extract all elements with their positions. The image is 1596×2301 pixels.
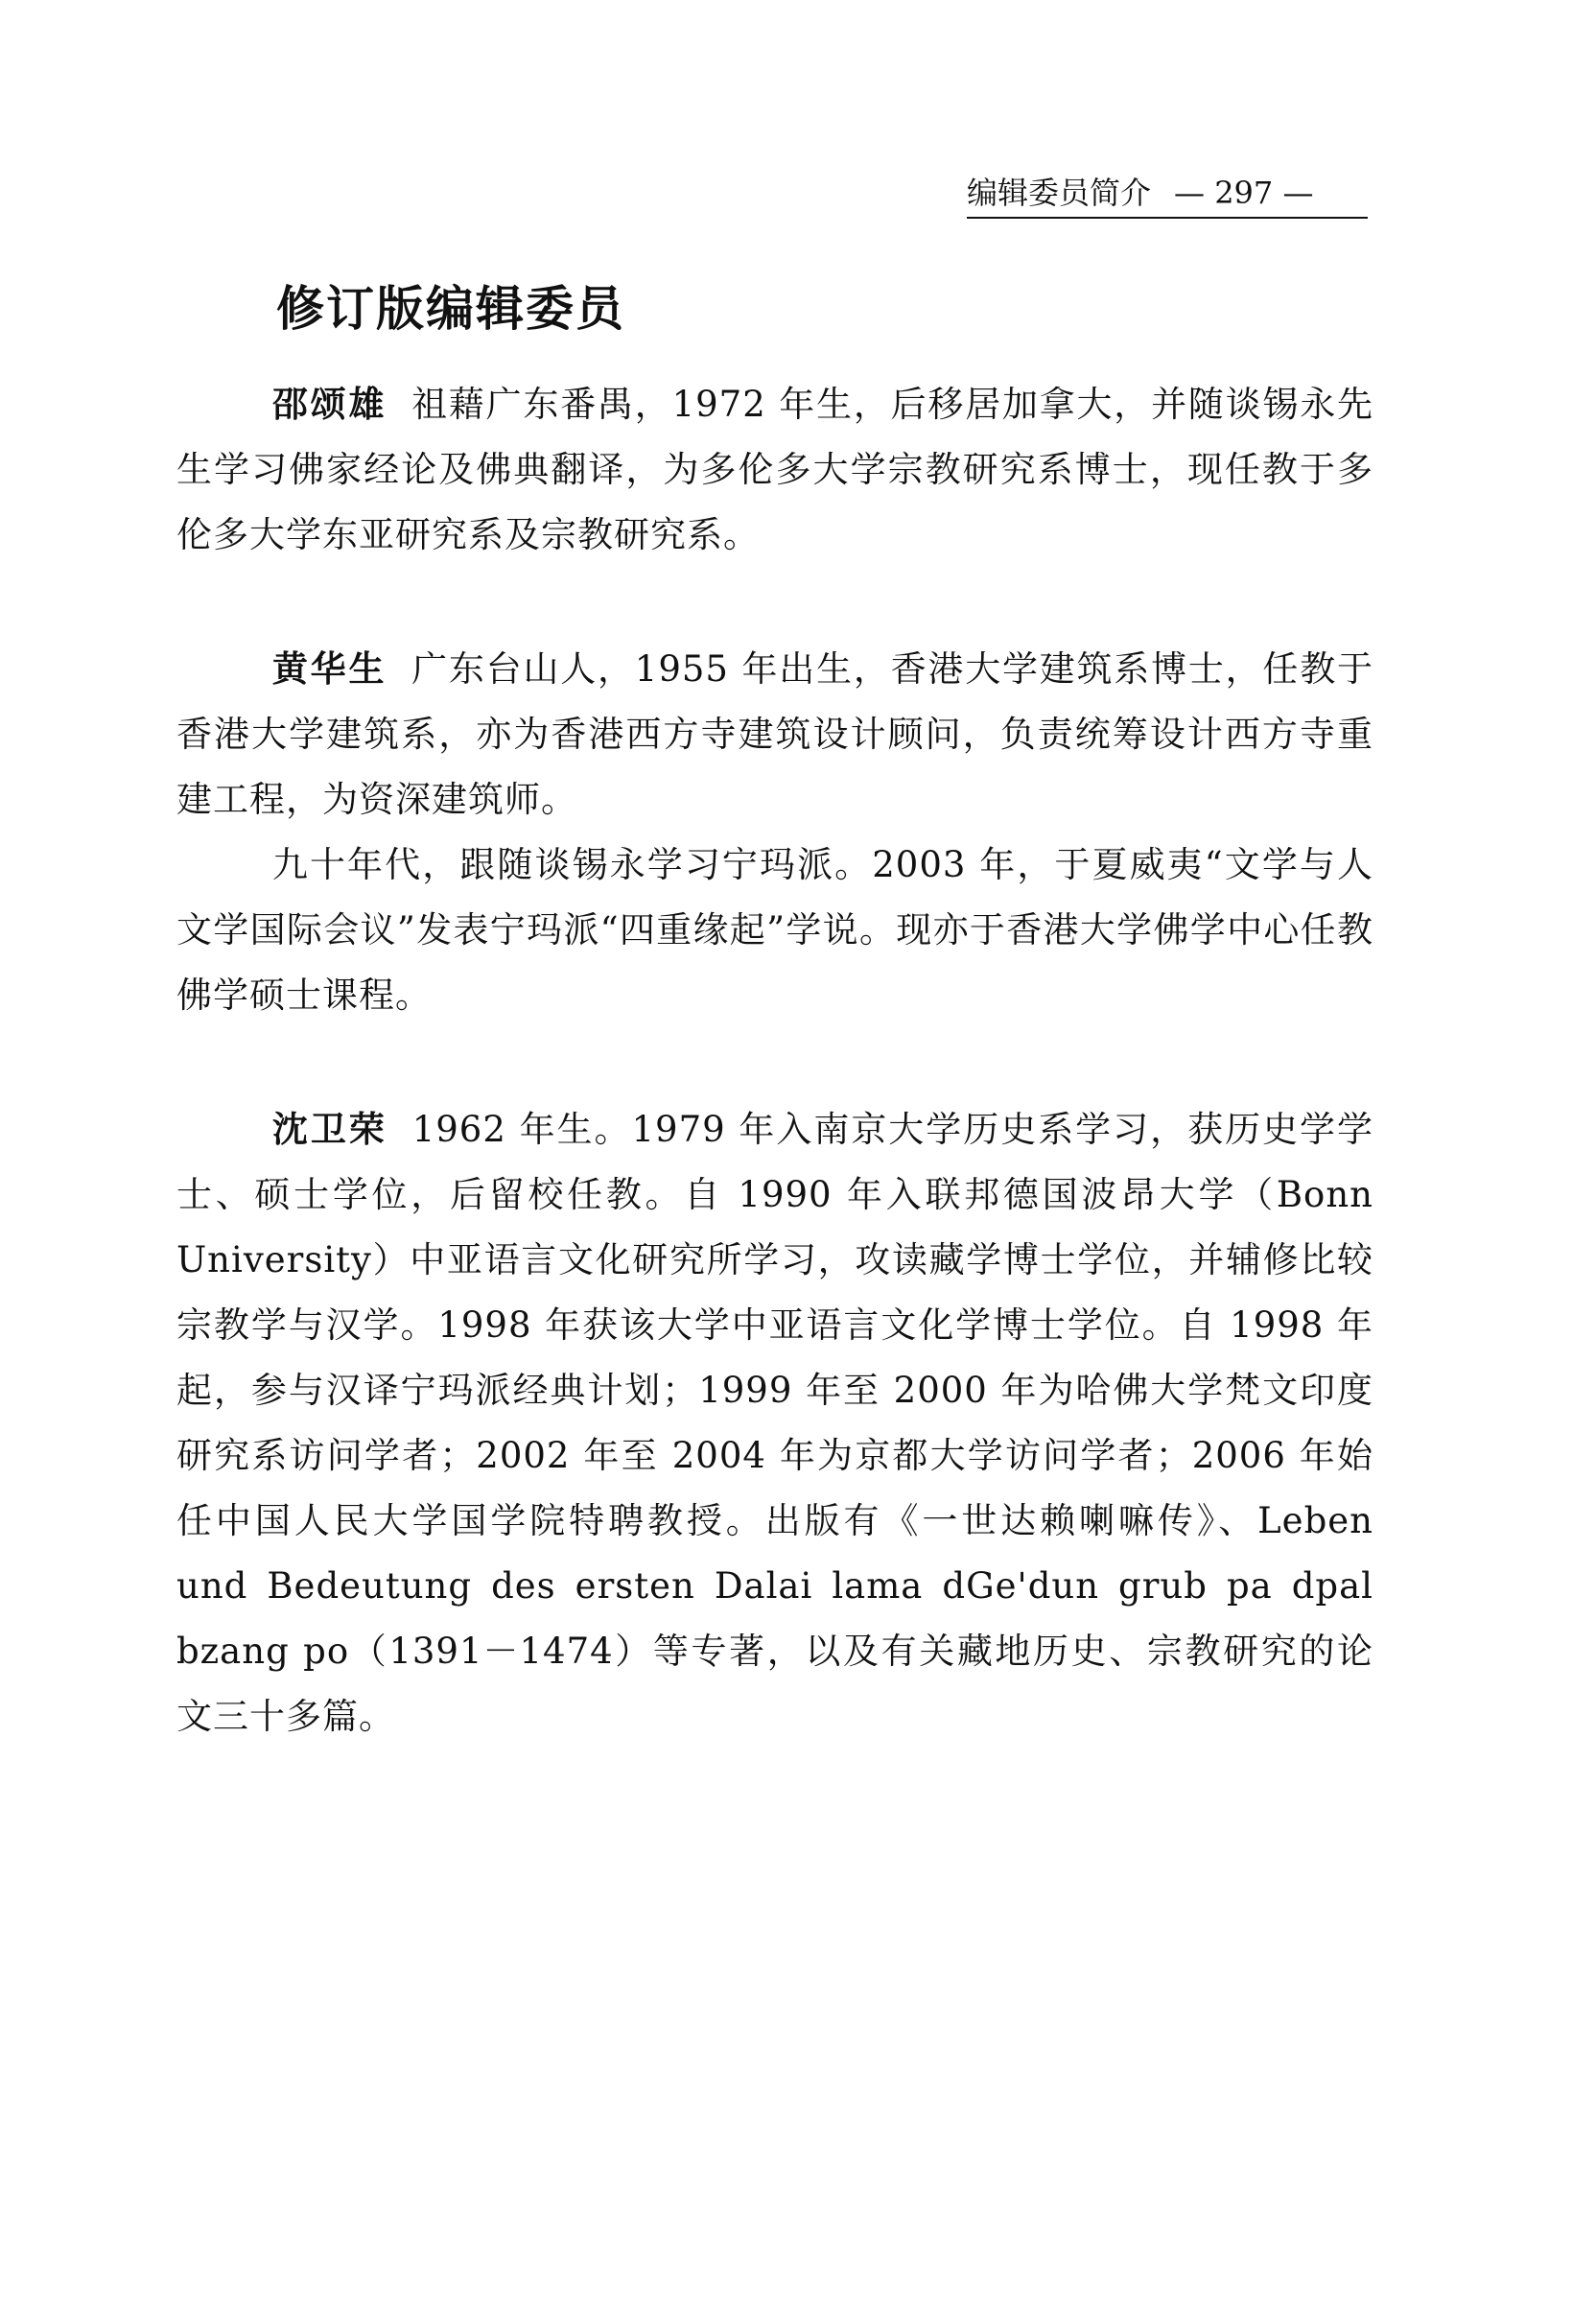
- editor-entry: [176, 637, 1373, 1028]
- editor-name: 邵颂雄: [271, 384, 387, 425]
- entry-paragraph: [176, 637, 1373, 833]
- entry-paragraph: [176, 1097, 1373, 1749]
- editor-entry: [176, 1097, 1373, 1749]
- editor-entries: [176, 372, 1373, 1819]
- page-number: — 297 —: [1174, 175, 1314, 211]
- running-header: [967, 169, 1368, 219]
- editor-entry: [176, 372, 1373, 568]
- entry-paragraph: [176, 372, 1373, 568]
- entry-text: 1962 年生。1979 年入南京大学历史系学习，获历史学学士、硕士学位，后留校任教。自 1990 年入联邦德国波昂大学（Bonn University）中亚语言文化研究所学习，攻读藏学博士学位，并辅修比较宗教学与汉学。1998 年获该大学中亚语言文化学博士学位。自 1998 年起，参与汉译宁玛派经典计划；1999 年至 2000 年为哈佛大学梵文印度研究系访问学者；2002 年至 2004 年为京都大学访问学者；2006 年始任中国人民大学国学院特聘教授。出版有《一世达赖喇嘛传》、Leben und Bedeutung des ersten Dalai lama dGe'dun grub pa dpal bzang po（1391－1474）等专著，以及有关藏地历史、宗教研究的论文三十多篇。: [176, 1109, 1373, 1737]
- entry-text: 广东台山人，1955 年出生，香港大学建筑系博士，任教于香港大学建筑系，亦为香港西方寺建筑设计顾问，负责统筹设计西方寺重建工程，为资深建筑师。: [176, 648, 1373, 820]
- running-header-title: 编辑委员简介: [967, 175, 1152, 211]
- entry-paragraph: 九十年代，跟随谈锡永学习宁玛派。2003 年，于夏威夷“文学与人文学国际会议”发表宁玛派“四重缘起”学说。现亦于香港大学佛学中心任教佛学硕士课程。: [176, 844, 1373, 1016]
- entry-text: 祖藉广东番禺，1972 年生，后移居加拿大，并随谈锡永先生学习佛家经论及佛典翻译，为多伦多大学宗教研究系博士，现任教于多伦多大学东亚研究系及宗教研究系。: [176, 384, 1373, 555]
- editor-name: 沈卫荣: [271, 1109, 387, 1150]
- section-heading: 修订版编辑委员: [276, 281, 625, 337]
- editor-name: 黄华生: [271, 648, 387, 690]
